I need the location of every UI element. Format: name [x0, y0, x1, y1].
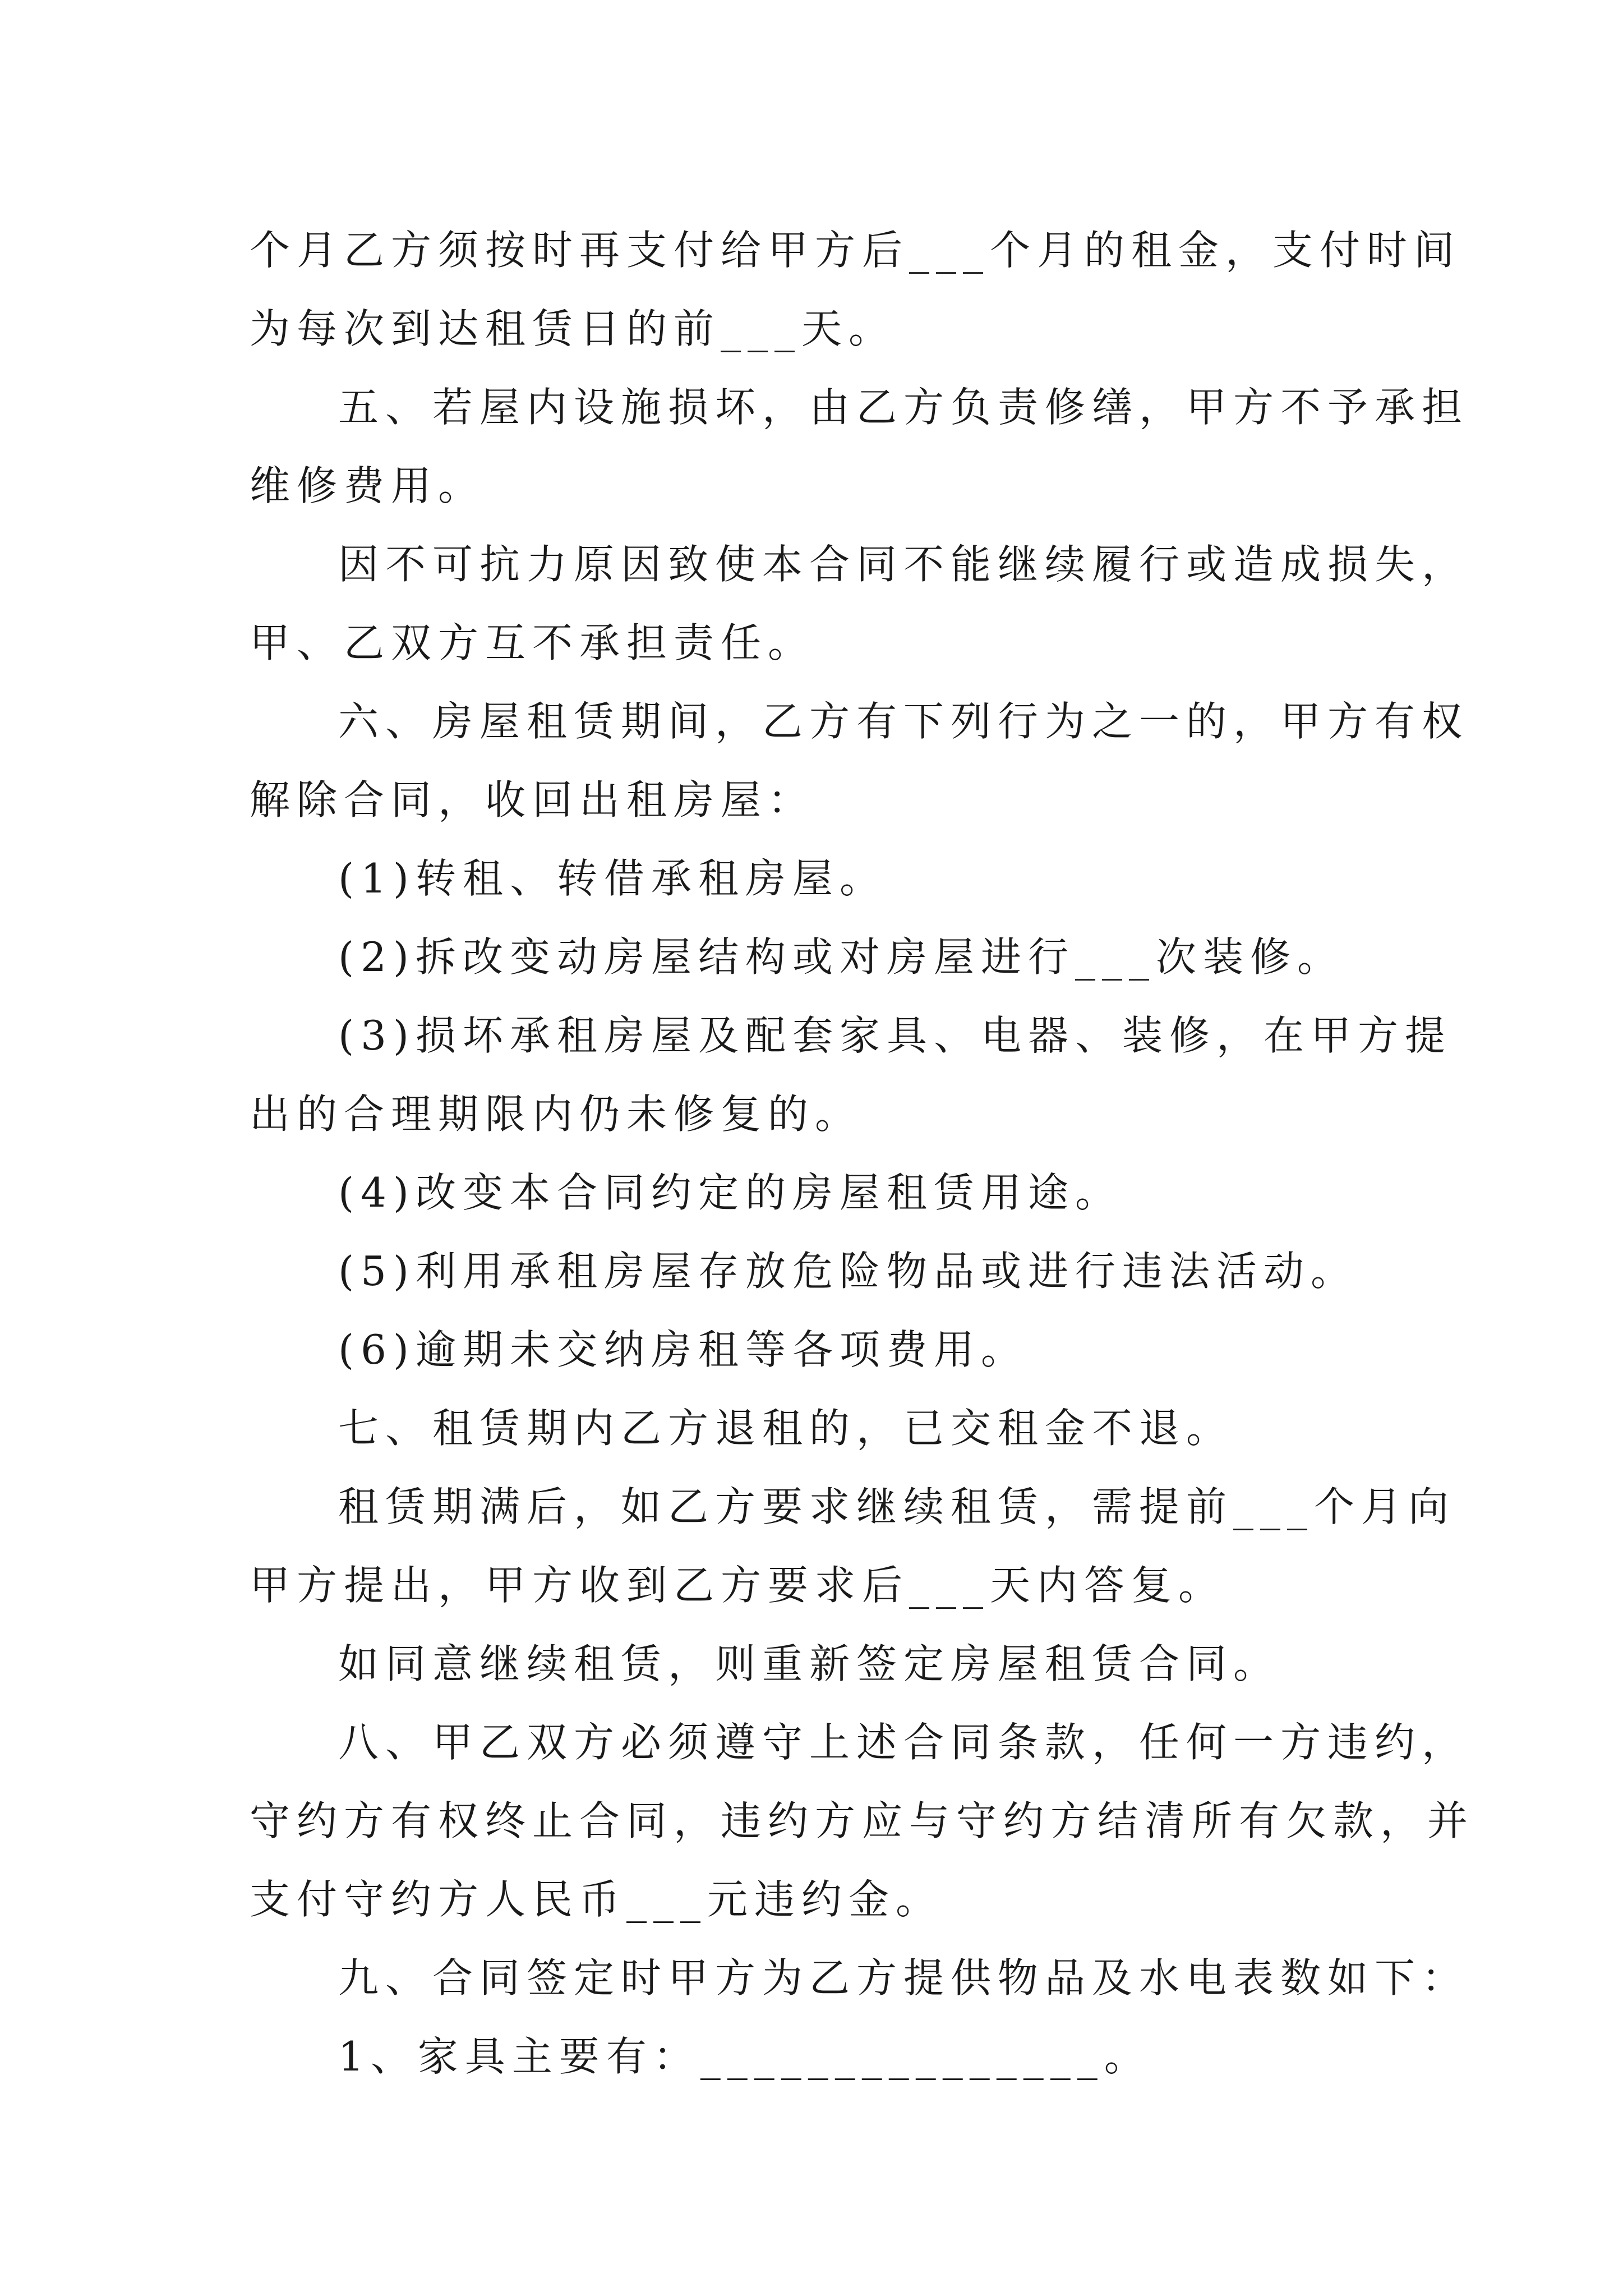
list-item-4: (4)改变本合同约定的房屋租赁用途。 — [338, 1169, 1122, 1216]
text-line: 出的合理期限内仍未修复的。 — [250, 1091, 863, 1138]
clause-5-line: 五、若屋内设施损坏，由乙方负责修缮，甲方不予承担 — [338, 384, 1469, 431]
list-item-1: (1)转租、转借承租房屋。 — [338, 855, 887, 902]
text-line: 个月乙方须按时再支付给甲方后___个月的租金，支付时间 — [250, 227, 1461, 274]
furniture-line: 1、家具主要有：_______________。 — [338, 2033, 1151, 2080]
list-item-3: (3)损坏承租房屋及配套家具、电器、装修，在甲方提 — [338, 1012, 1452, 1059]
force-majeure-line: 因不可抗力原因致使本合同不能继续履行或造成损失， — [338, 541, 1469, 588]
text-line: 甲方提出，甲方收到乙方要求后___天内答复。 — [250, 1562, 1226, 1609]
list-item-2: (2)拆改变动房屋结构或对房屋进行___次装修。 — [338, 933, 1344, 981]
text-line: 为每次到达租赁日的前___天。 — [250, 305, 896, 352]
text-line: 守约方有权终止合同，违约方应与守约方结清所有欠款，并 — [250, 1797, 1475, 1844]
text-line: 甲、乙双方互不承担责任。 — [250, 619, 815, 666]
text-line: 维修费用。 — [250, 462, 486, 509]
document-body — [250, 211, 1475, 2096]
list-item-5: (5)利用承租房屋存放危险物品或进行违法活动。 — [338, 1248, 1358, 1295]
text-line: 解除合同，收回出租房屋： — [250, 776, 815, 823]
clause-8-line: 八、甲乙双方必须遵守上述合同条款，任何一方违约， — [338, 1719, 1469, 1766]
renewal-line: 租赁期满后，如乙方要求继续租赁，需提前___个月向 — [338, 1483, 1456, 1530]
text-line: 支付守约方人民币___元违约金。 — [250, 1876, 943, 1923]
list-item-6: (6)逾期未交纳房租等各项费用。 — [338, 1326, 1028, 1373]
clause-9-line: 九、合同签定时甲方为乙方提供物品及水电表数如下： — [338, 1954, 1469, 2001]
resign-line: 如同意继续租赁，则重新签定房屋租赁合同。 — [338, 1640, 1281, 1687]
clause-7-line: 七、租赁期内乙方退租的，已交租金不退。 — [338, 1405, 1234, 1452]
clause-6-line: 六、房屋租赁期间，乙方有下列行为之一的，甲方有权 — [338, 698, 1469, 745]
